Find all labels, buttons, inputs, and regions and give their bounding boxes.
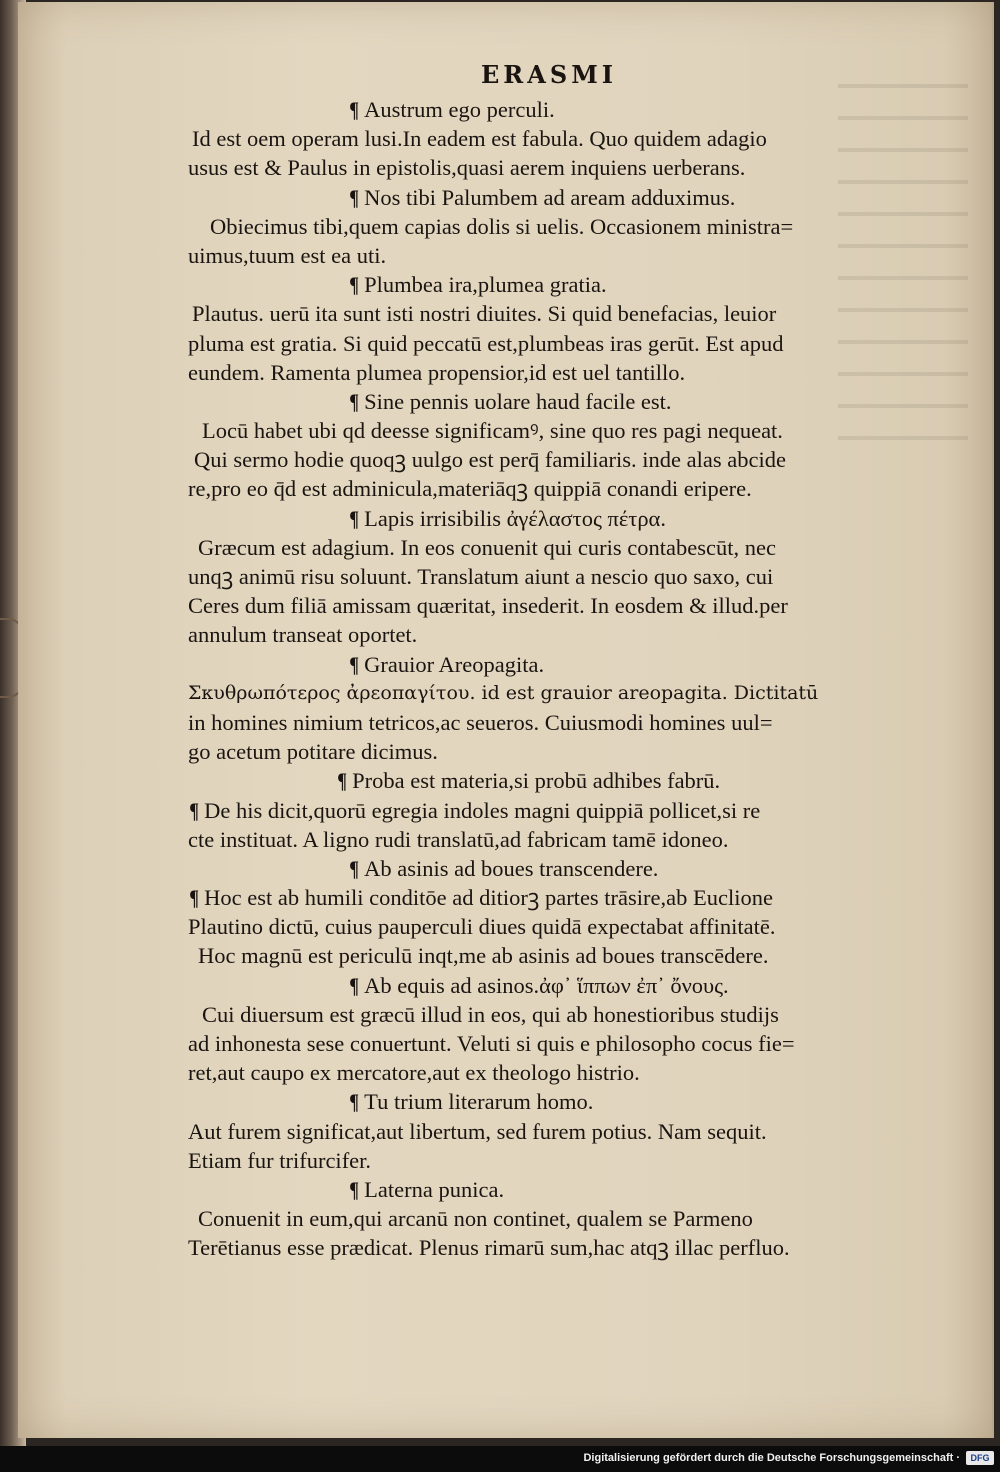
adage-title bbox=[18, 971, 992, 1000]
commentary-line bbox=[18, 153, 992, 182]
pilcrow-mark: ¶ bbox=[349, 1089, 359, 1115]
line-text: Austrum ego perculi. bbox=[364, 97, 555, 122]
line-text: De his dicit,quorū egregia indoles magni quippiā pollicet,si re bbox=[204, 797, 761, 823]
pilcrow-mark: ¶ bbox=[349, 272, 359, 298]
commentary-line bbox=[18, 474, 992, 503]
digitization-footer bbox=[0, 1446, 1000, 1472]
line-text: Plautus. uerū ita sunt isti nostri diuites. Si quid benefacias, leuior bbox=[192, 301, 777, 327]
pilcrow-mark: ¶ bbox=[349, 184, 359, 210]
line-text: Plautino dictū, cuius pauperculi diues quidā expectabat affinitatē. bbox=[188, 914, 776, 940]
pilcrow-mark: ¶ bbox=[337, 768, 347, 794]
line-text: Locū habet ubi qd deesse significamꝰ, sine quo res pagi nequeat. bbox=[202, 418, 783, 444]
adage-title bbox=[18, 854, 992, 883]
commentary-line bbox=[18, 241, 992, 270]
line-text: Sine pennis uolare haud facile est. bbox=[364, 388, 672, 414]
pilcrow-mark: ¶ bbox=[189, 797, 199, 823]
commentary-line bbox=[18, 591, 992, 620]
line-text: Plumbea ira,plumea gratia. bbox=[364, 272, 607, 298]
line-text: Aut furem significat,aut libertum, sed furem potius. Nam sequit. bbox=[188, 1118, 767, 1144]
line-text: Lapis irrisibilis ἀγέλαστος πέτρα. bbox=[364, 505, 666, 531]
adage-title bbox=[18, 387, 992, 416]
commentary-line bbox=[18, 329, 992, 358]
line-text: Hoc est ab humili conditōe ad ditiorꝫ partes trāsire,ab Euclione bbox=[204, 885, 773, 911]
commentary-line bbox=[18, 445, 992, 474]
line-text: Obiecimus tibi,quem capias dolis si uelis. Occasionem ministra= bbox=[210, 213, 794, 239]
line-text: annulum transeat oportet. bbox=[188, 622, 418, 648]
commentary-line bbox=[18, 708, 992, 737]
adage-title bbox=[18, 183, 992, 212]
commentary-line bbox=[18, 620, 992, 649]
line-text: Σκυθρωπότερος ἀρεοπαγίτου. id est grauior areopagita. Dictitatū bbox=[188, 681, 819, 704]
commentary-line bbox=[18, 737, 992, 766]
pilcrow-mark: ¶ bbox=[349, 855, 359, 881]
commentary-line bbox=[18, 1000, 992, 1029]
funding-credit: Digitalisierung gefördert durch die Deutsche Forschungsgemeinschaft · bbox=[583, 1452, 960, 1464]
adage-title bbox=[18, 504, 992, 533]
line-text: Nos tibi Palumbem ad aream adduximus. bbox=[364, 184, 736, 210]
commentary-line bbox=[18, 562, 992, 591]
commentary-line bbox=[18, 1204, 992, 1233]
line-text: Etiam fur trifurcifer. bbox=[188, 1147, 372, 1173]
adage-title bbox=[18, 650, 992, 679]
line-text: Græcum est adagium. In eos conuenit qui curis contabescūt, nec bbox=[198, 534, 776, 560]
pilcrow-mark: ¶ bbox=[349, 97, 359, 122]
commentary-line bbox=[18, 1117, 992, 1146]
line-text: go acetum potitare dicimus. bbox=[188, 739, 438, 765]
pilcrow-mark: ¶ bbox=[349, 651, 359, 677]
commentary-line bbox=[18, 416, 992, 445]
commentary-line bbox=[18, 212, 992, 241]
commentary-line bbox=[18, 124, 992, 153]
commentary-line bbox=[18, 912, 992, 941]
line-text: Id est oem operam lusi.In eadem est fabula. Quo quidem adagio bbox=[192, 126, 767, 152]
commentary-line bbox=[18, 1146, 992, 1175]
commentary-line bbox=[18, 1058, 992, 1087]
line-text: Qui sermo hodie quoqꝫ uulgo est perq̄ familiaris. inde alas abcide bbox=[194, 447, 786, 473]
line-text: pluma est gratia. Si quid peccatū est,plumbeas iras gerūt. Est apud bbox=[188, 330, 784, 356]
commentary-line bbox=[18, 1233, 992, 1262]
adage-title bbox=[18, 1087, 992, 1116]
adage-title bbox=[18, 95, 992, 124]
book-page bbox=[18, 2, 994, 1438]
commentary-line bbox=[18, 299, 992, 328]
line-text: eundem. Ramenta plumea propensior,id est uel tantillo. bbox=[188, 359, 686, 385]
line-text: Ab equis ad asinos.ἀφ᾽ ἵππων ἐπ᾽ ὄνους. bbox=[364, 972, 729, 998]
running-head: ERASMI bbox=[481, 60, 617, 89]
line-text: Conuenit in eum,qui arcanū non continet, qualem se Parmeno bbox=[198, 1206, 753, 1232]
line-text: cte instituat. A ligno rudi translatū,ad fabricam tamē idoneo. bbox=[188, 826, 729, 852]
line-text: Grauior Areopagita. bbox=[364, 651, 545, 677]
commentary-line bbox=[18, 679, 992, 708]
commentary-line bbox=[18, 883, 992, 912]
pilcrow-mark: ¶ bbox=[349, 972, 359, 998]
commentary-line bbox=[18, 358, 992, 387]
line-text: Proba est materia,si probū adhibes fabrū. bbox=[352, 768, 721, 794]
line-text: Cui diuersum est græcū illud in eos, qui ab honestioribus studijs bbox=[202, 1001, 779, 1027]
line-text: ret,aut caupo ex mercatore,aut ex theologo histrio. bbox=[188, 1060, 640, 1086]
line-text: Ab asinis ad boues transcendere. bbox=[364, 855, 659, 881]
pilcrow-mark: ¶ bbox=[349, 388, 359, 414]
line-text: in homines nimium tetricos,ac seueros. Cuiusmodi homines uul= bbox=[188, 709, 773, 735]
line-text: Ceres dum filiā amissam quæritat, insederit. In eosdem & illud.per bbox=[188, 593, 788, 619]
line-text: re,pro eo q̄d est adminicula,materiāqꝫ quippiā conandi eripere. bbox=[188, 476, 752, 502]
adage-title bbox=[18, 1175, 992, 1204]
dfg-logo: DFG bbox=[966, 1451, 994, 1465]
line-text: unqꝫ animū risu soluunt. Translatum aiunt a nescio quo saxo, cui bbox=[188, 564, 774, 589]
commentary-line bbox=[18, 533, 992, 562]
commentary-line bbox=[18, 941, 992, 970]
adage-title bbox=[18, 766, 992, 795]
line-text: usus est & Paulus in epistolis,quasi aerem inquiens uerberans. bbox=[188, 155, 746, 181]
line-text: ad inhonesta sese conuertunt. Veluti si quis e philosopho cocus fie= bbox=[188, 1031, 795, 1056]
pilcrow-mark: ¶ bbox=[189, 885, 199, 911]
line-text: Hoc magnū est periculū inqt,me ab asinis ad boues transcēdere. bbox=[198, 943, 769, 969]
line-text: Laterna punica. bbox=[364, 1176, 505, 1202]
line-text: Terētianus esse prædicat. Plenus rimarū sum,hac atqꝫ illac perfluo. bbox=[188, 1235, 790, 1261]
adage-title bbox=[18, 270, 992, 299]
line-text: Tu trium literarum homo. bbox=[364, 1089, 594, 1115]
line-text: uimus,tuum est ea uti. bbox=[188, 242, 387, 268]
commentary-line bbox=[18, 1029, 992, 1058]
page-text bbox=[18, 95, 992, 1263]
pilcrow-mark: ¶ bbox=[349, 1176, 359, 1202]
commentary-line bbox=[18, 825, 992, 854]
commentary-line bbox=[18, 796, 992, 825]
pilcrow-mark: ¶ bbox=[349, 505, 359, 531]
